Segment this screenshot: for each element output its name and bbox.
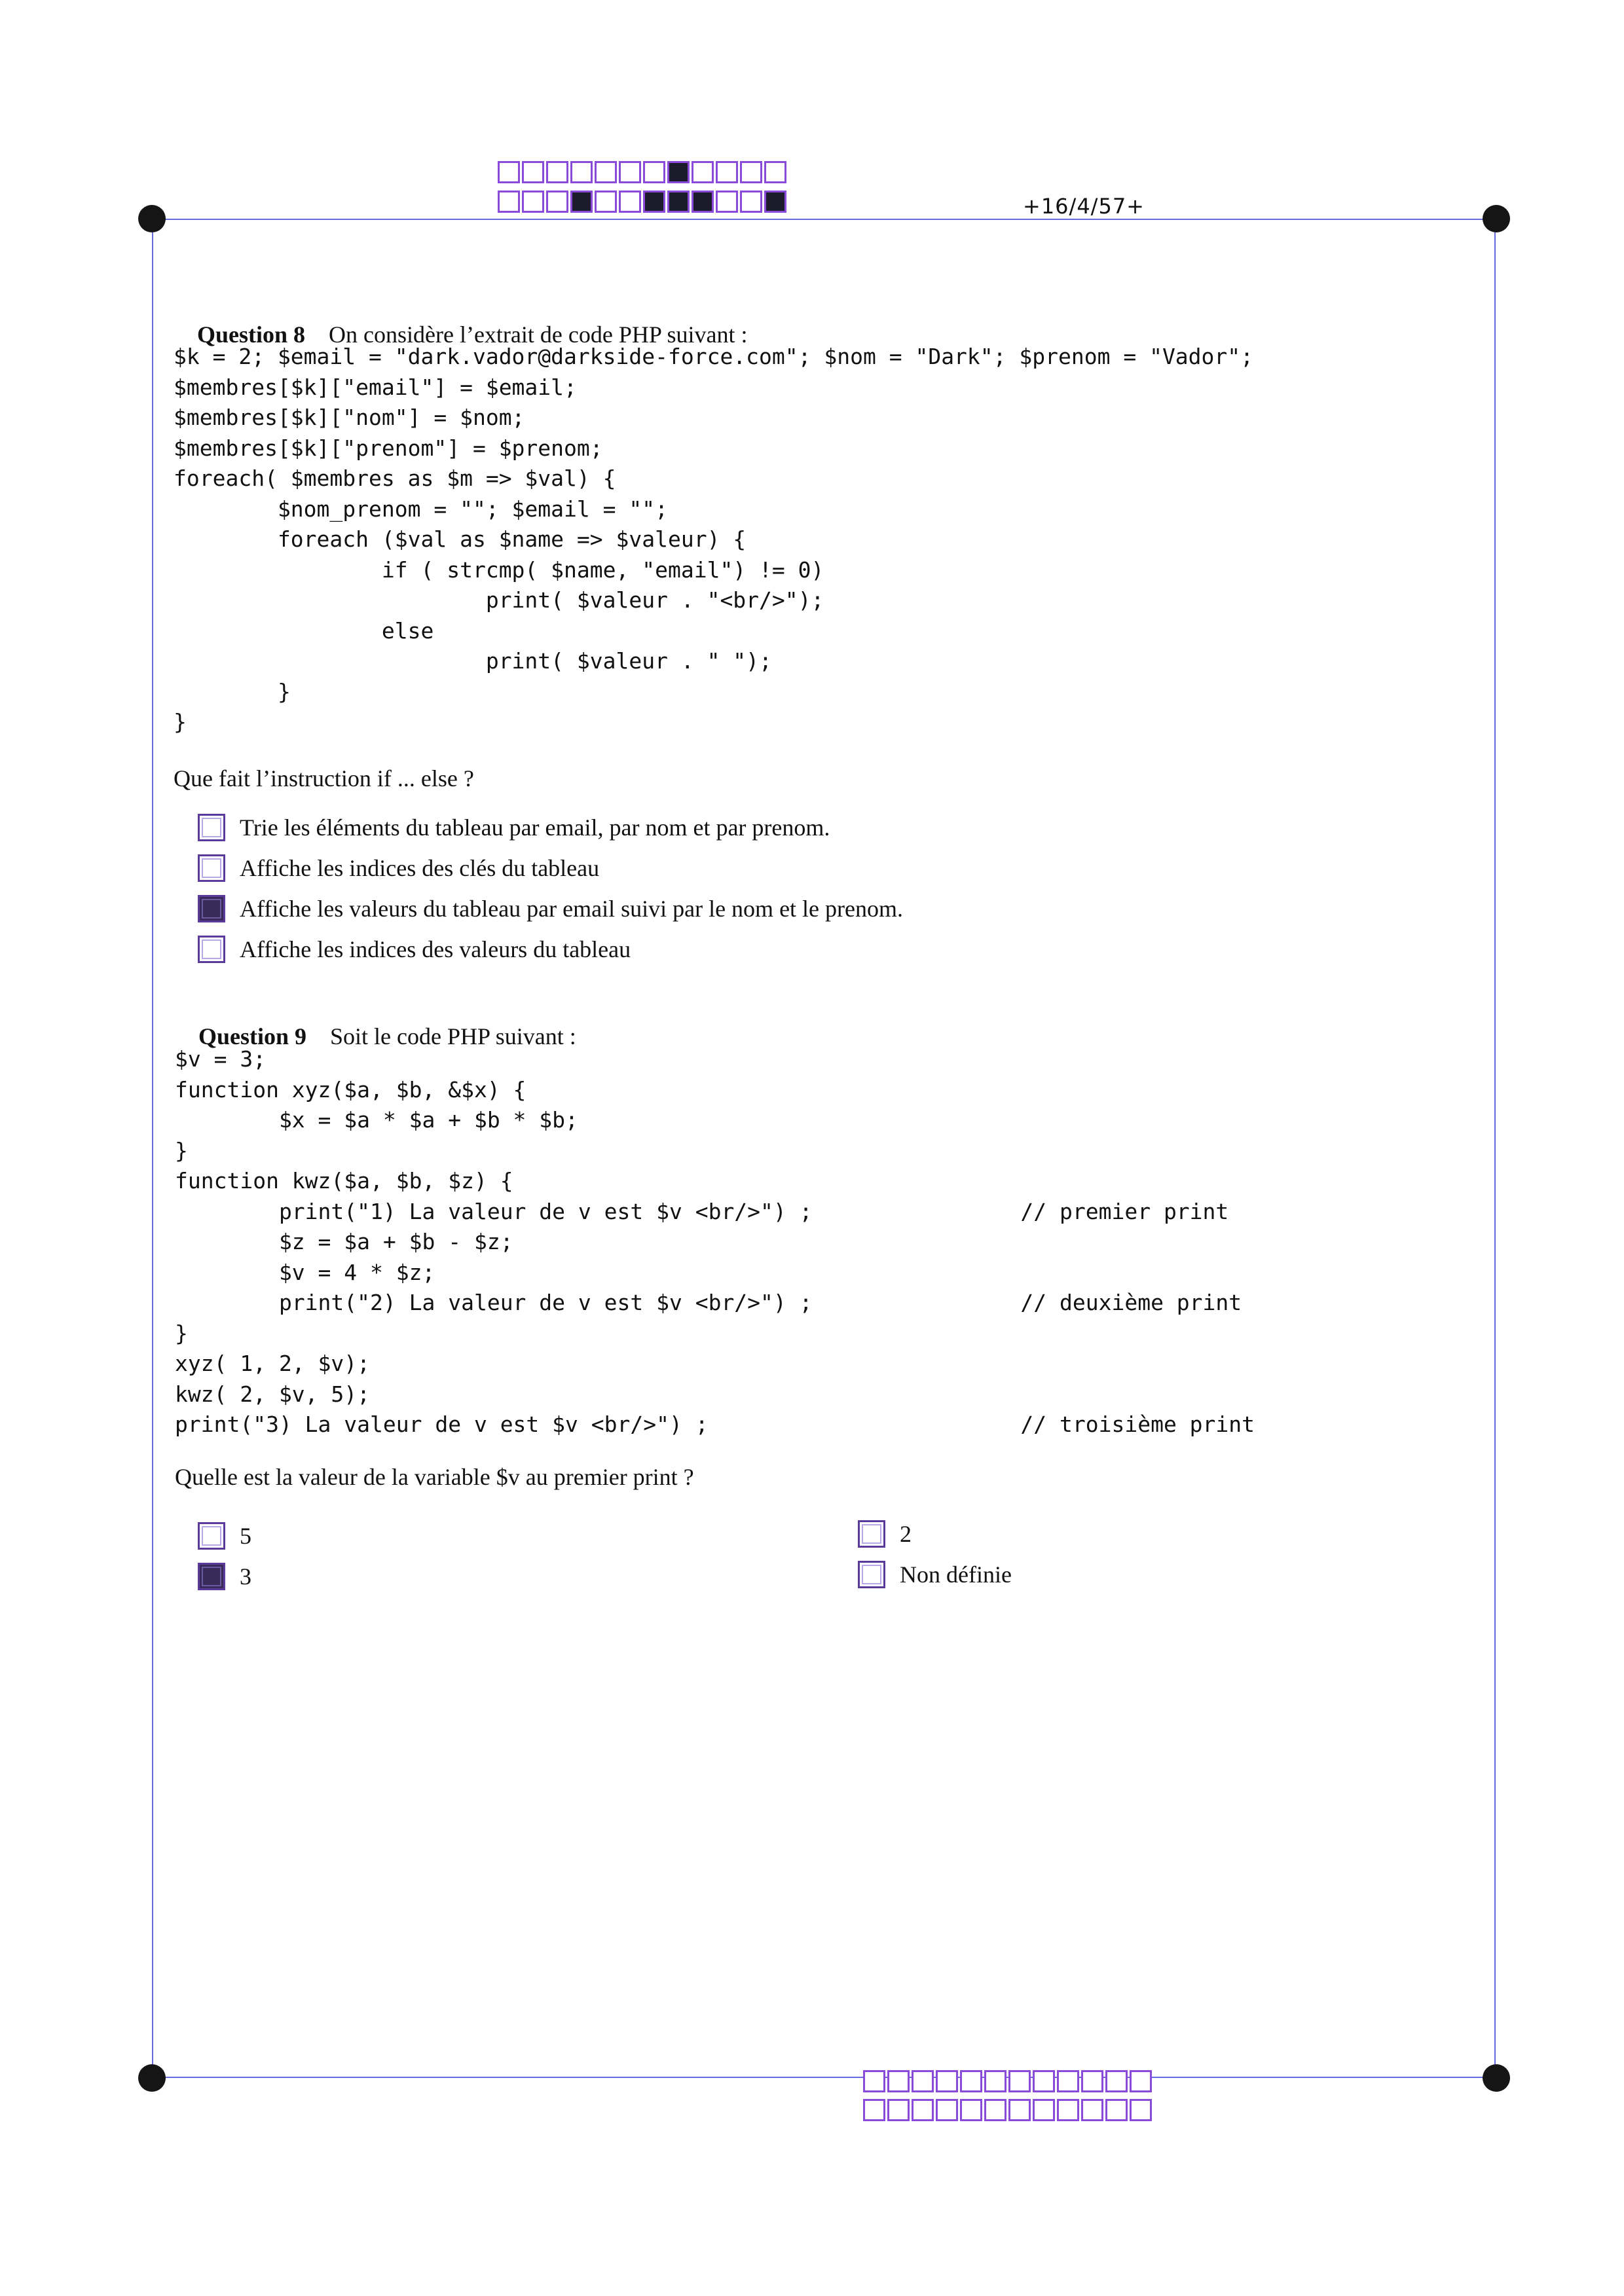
question-9-code: $v = 3; function xyz($a, $b, &$x) { $x = $a * $a + $b * $b; } function kwz($a, $b, $z) { print("1) La valeur de v est $v <br/>") ; // premier print $z = $a + $b - $z; $v = 4 * $z; print("2) La valeur de v est $v <br/>") ; // deuxième print } xyz( 1, 2, $v); kwz( 2, $v, 5); print("3) La valeur de v est $v <br/>") ; // troisième print xyxy=(175,1046,1255,1437)
id-box xyxy=(1057,2070,1079,2092)
id-box xyxy=(570,161,593,183)
q9-choice-2-text: 3 xyxy=(240,1563,251,1590)
id-box xyxy=(1105,2099,1128,2121)
id-box xyxy=(960,2099,982,2121)
id-box xyxy=(498,191,520,213)
question-8-intro: On considère l’extrait de code PHP suivant : xyxy=(329,321,748,348)
q9-choice-2[interactable] xyxy=(198,1563,251,1590)
id-box xyxy=(643,191,665,213)
q8-choice-2[interactable] xyxy=(198,854,599,882)
q8-choice-4[interactable] xyxy=(198,936,631,963)
id-box xyxy=(667,191,690,213)
question-8-prompt: Que fait l’instruction if ... else ? xyxy=(174,765,474,792)
id-box xyxy=(1008,2099,1031,2121)
id-box xyxy=(643,161,665,183)
q9-choice-3[interactable] xyxy=(858,1520,912,1548)
corner-marker-top-left xyxy=(138,205,166,232)
corner-marker-top-right xyxy=(1483,205,1510,232)
q8-choice-3-text: Affiche les valeurs du tableau par email suivi par le nom et le prenom. xyxy=(240,896,903,922)
id-box xyxy=(570,191,593,213)
q9-checkbox-1[interactable] xyxy=(198,1522,225,1550)
id-box xyxy=(692,161,714,183)
id-box xyxy=(546,161,568,183)
question-9-prompt: Quelle est la valeur de la variable $v au premier print ? xyxy=(175,1464,694,1490)
id-box xyxy=(764,191,786,213)
id-box xyxy=(498,161,520,183)
q8-checkbox-3[interactable] xyxy=(198,895,225,922)
id-box xyxy=(595,161,617,183)
q8-checkbox-4[interactable] xyxy=(198,936,225,963)
q9-checkbox-3[interactable] xyxy=(858,1520,885,1548)
q9-choice-4-text: Non définie xyxy=(900,1561,1012,1588)
q9-checkbox-4[interactable] xyxy=(858,1561,885,1588)
q9-choice-1[interactable] xyxy=(198,1522,251,1550)
id-box xyxy=(1081,2099,1103,2121)
id-box xyxy=(960,2070,982,2092)
question-8-code: $k = 2; $email = "dark.vador@darkside-force.com"; $nom = "Dark"; $prenom = "Vador"; $membres[$k]["email"] = $email; $membres[$k]["nom"] = $nom; $membres[$k]["prenom"] = $prenom; foreach( $membres as $m => $val) { $nom_prenom = ""; $email = ""; foreach ($val as $name => $valeur) { if ( strcmp( $name, "email") != 0) print( $valeur . "<br/>"); else print( $valeur . " "); } } xyxy=(174,344,1254,735)
id-box xyxy=(1057,2099,1079,2121)
q8-checkbox-1[interactable] xyxy=(198,814,225,841)
id-box xyxy=(1008,2070,1031,2092)
q8-choice-1[interactable] xyxy=(198,814,830,841)
question-9-label: Question 9 xyxy=(198,1023,307,1049)
q8-choice-2-text: Affiche les indices des clés du tableau xyxy=(240,855,600,881)
id-box-row-1 xyxy=(498,161,788,183)
id-box xyxy=(740,161,762,183)
id-box-row-4 xyxy=(863,2099,1154,2121)
id-box xyxy=(1033,2070,1055,2092)
id-box xyxy=(863,2070,885,2092)
q9-choice-3-text: 2 xyxy=(900,1521,912,1547)
id-box xyxy=(716,191,738,213)
question-9-intro: Soit le code PHP suivant : xyxy=(330,1023,576,1049)
id-box xyxy=(1033,2099,1055,2121)
corner-marker-bottom-left xyxy=(138,2064,166,2092)
q9-choice-1-text: 5 xyxy=(240,1523,251,1549)
id-box xyxy=(912,2099,934,2121)
id-box xyxy=(764,161,786,183)
q9-choice-4[interactable] xyxy=(858,1561,1012,1588)
page-code: +16/4/57+ xyxy=(1023,194,1145,219)
q8-choice-1-text: Trie les éléments du tableau par email, par nom et par prenom. xyxy=(240,814,830,841)
id-box xyxy=(522,191,544,213)
question-8-label: Question 8 xyxy=(197,321,306,348)
id-box xyxy=(912,2070,934,2092)
corner-marker-bottom-right xyxy=(1483,2064,1510,2092)
q8-choice-3[interactable] xyxy=(198,895,903,922)
id-box xyxy=(863,2099,885,2121)
id-box xyxy=(619,191,641,213)
id-box xyxy=(984,2070,1006,2092)
id-box xyxy=(936,2070,958,2092)
id-box-row-3 xyxy=(863,2070,1154,2092)
id-box xyxy=(546,191,568,213)
id-box xyxy=(1130,2070,1152,2092)
id-box xyxy=(887,2070,910,2092)
id-box xyxy=(522,161,544,183)
id-box xyxy=(692,191,714,213)
id-box xyxy=(984,2099,1006,2121)
id-box xyxy=(740,191,762,213)
id-box xyxy=(716,161,738,183)
id-box xyxy=(1105,2070,1128,2092)
id-box xyxy=(1130,2099,1152,2121)
q8-choice-4-text: Affiche les indices des valeurs du tableau xyxy=(240,936,631,962)
id-box xyxy=(667,161,690,183)
id-box xyxy=(936,2099,958,2121)
id-box xyxy=(619,161,641,183)
id-box xyxy=(887,2099,910,2121)
id-box xyxy=(595,191,617,213)
q8-checkbox-2[interactable] xyxy=(198,854,225,882)
q9-checkbox-2[interactable] xyxy=(198,1563,225,1590)
id-box xyxy=(1081,2070,1103,2092)
id-box-row-2 xyxy=(498,191,788,213)
